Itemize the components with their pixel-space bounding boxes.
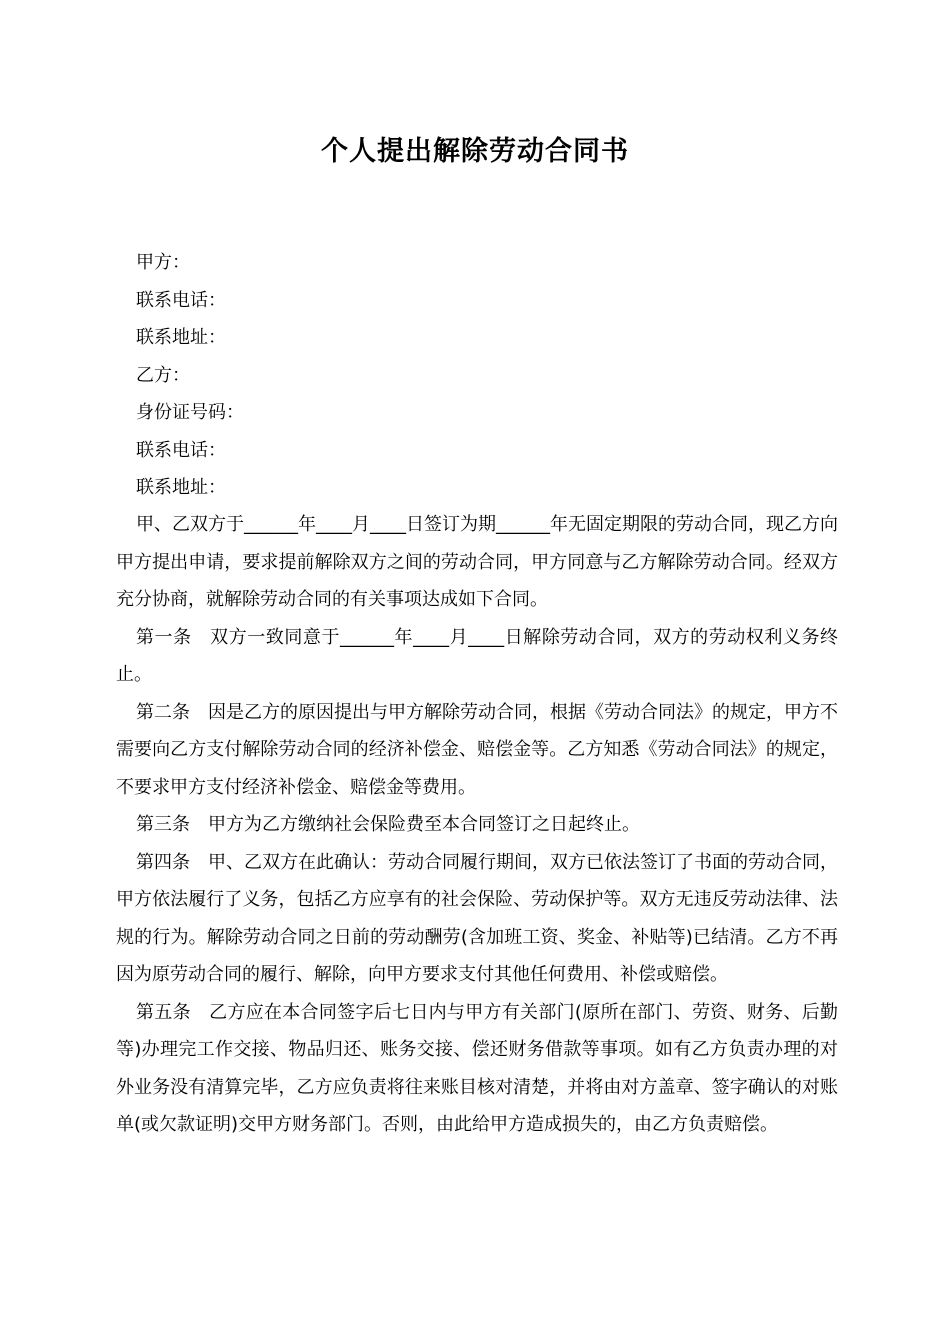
- party-b-address-label: 联系地址：: [136, 477, 226, 498]
- document-title: 个人提出解除劳动合同书: [321, 136, 629, 167]
- article-4-paragraph: 第四条 甲、乙双方在此确认：劳动合同履行期间，双方已依法签订了书面的劳动合同，甲方依法履行了义务，包括乙方应享有的社会保险、劳动保护等。双方无违反劳动法律、法规的行为。解除劳动合同之日前的劳动酬劳(含加班工资、奖金、补贴等)已结清。乙方不再因为原劳动合同的履行、解除，向甲方要求支付其他任何费用、补偿或赔偿。: [116, 851, 838, 985]
- party-b-label: 乙方：: [136, 364, 190, 386]
- party-a-address-label: 联系地址：: [136, 327, 226, 348]
- party-info-block: [136, 244, 836, 507]
- preamble-paragraph: 甲、乙双方于______年____月____日签订为期______年无固定期限的劳动合同，现乙方向甲方提出申请，要求提前解除双方之间的劳动合同，甲方同意与乙方解除劳动合同。经双方充分协商，就解除劳动合同的有关事项达成如下合同。: [116, 514, 838, 610]
- party-a-label: 甲方：: [136, 252, 190, 273]
- article-2-paragraph: 第二条 因是乙方的原因提出与甲方解除劳动合同，根据《劳动合同法》的规定，甲方不需要向乙方支付解除劳动合同的经济补偿金、赔偿金等。乙方知悉《劳动合同法》的规定，不要求甲方支付经济补偿金、赔偿金等费用。: [116, 701, 838, 798]
- party-b-phone-label: 联系电话：: [136, 439, 226, 461]
- article-1-paragraph: 第一条 双方一致同意于______年____月____日解除劳动合同，双方的劳动权利义务终止。: [116, 626, 838, 685]
- article-5-paragraph: 第五条 乙方应在本合同签字后七日内与甲方有关部门(原所在部门、劳资、财务、后勤等)办理完工作交接、物品归还、账务交接、偿还财务借款等事项。如有乙方负责办理的对外业务没有清算完毕，乙方应负责将往来账目核对清楚，并将由对方盖章、签字确认的对账单(或欠款证明)交甲方财务部门。否则，由此给甲方造成损失的，由乙方负责赔偿。: [116, 1001, 838, 1135]
- party-a-phone-label: 联系电话：: [136, 289, 226, 311]
- article-3-paragraph: 第三条 甲方为乙方缴纳社会保险费至本合同签订之日起终止。: [136, 814, 640, 835]
- party-b-id-number-label: 身份证号码：: [136, 402, 244, 423]
- contract-body: [116, 506, 838, 1144]
